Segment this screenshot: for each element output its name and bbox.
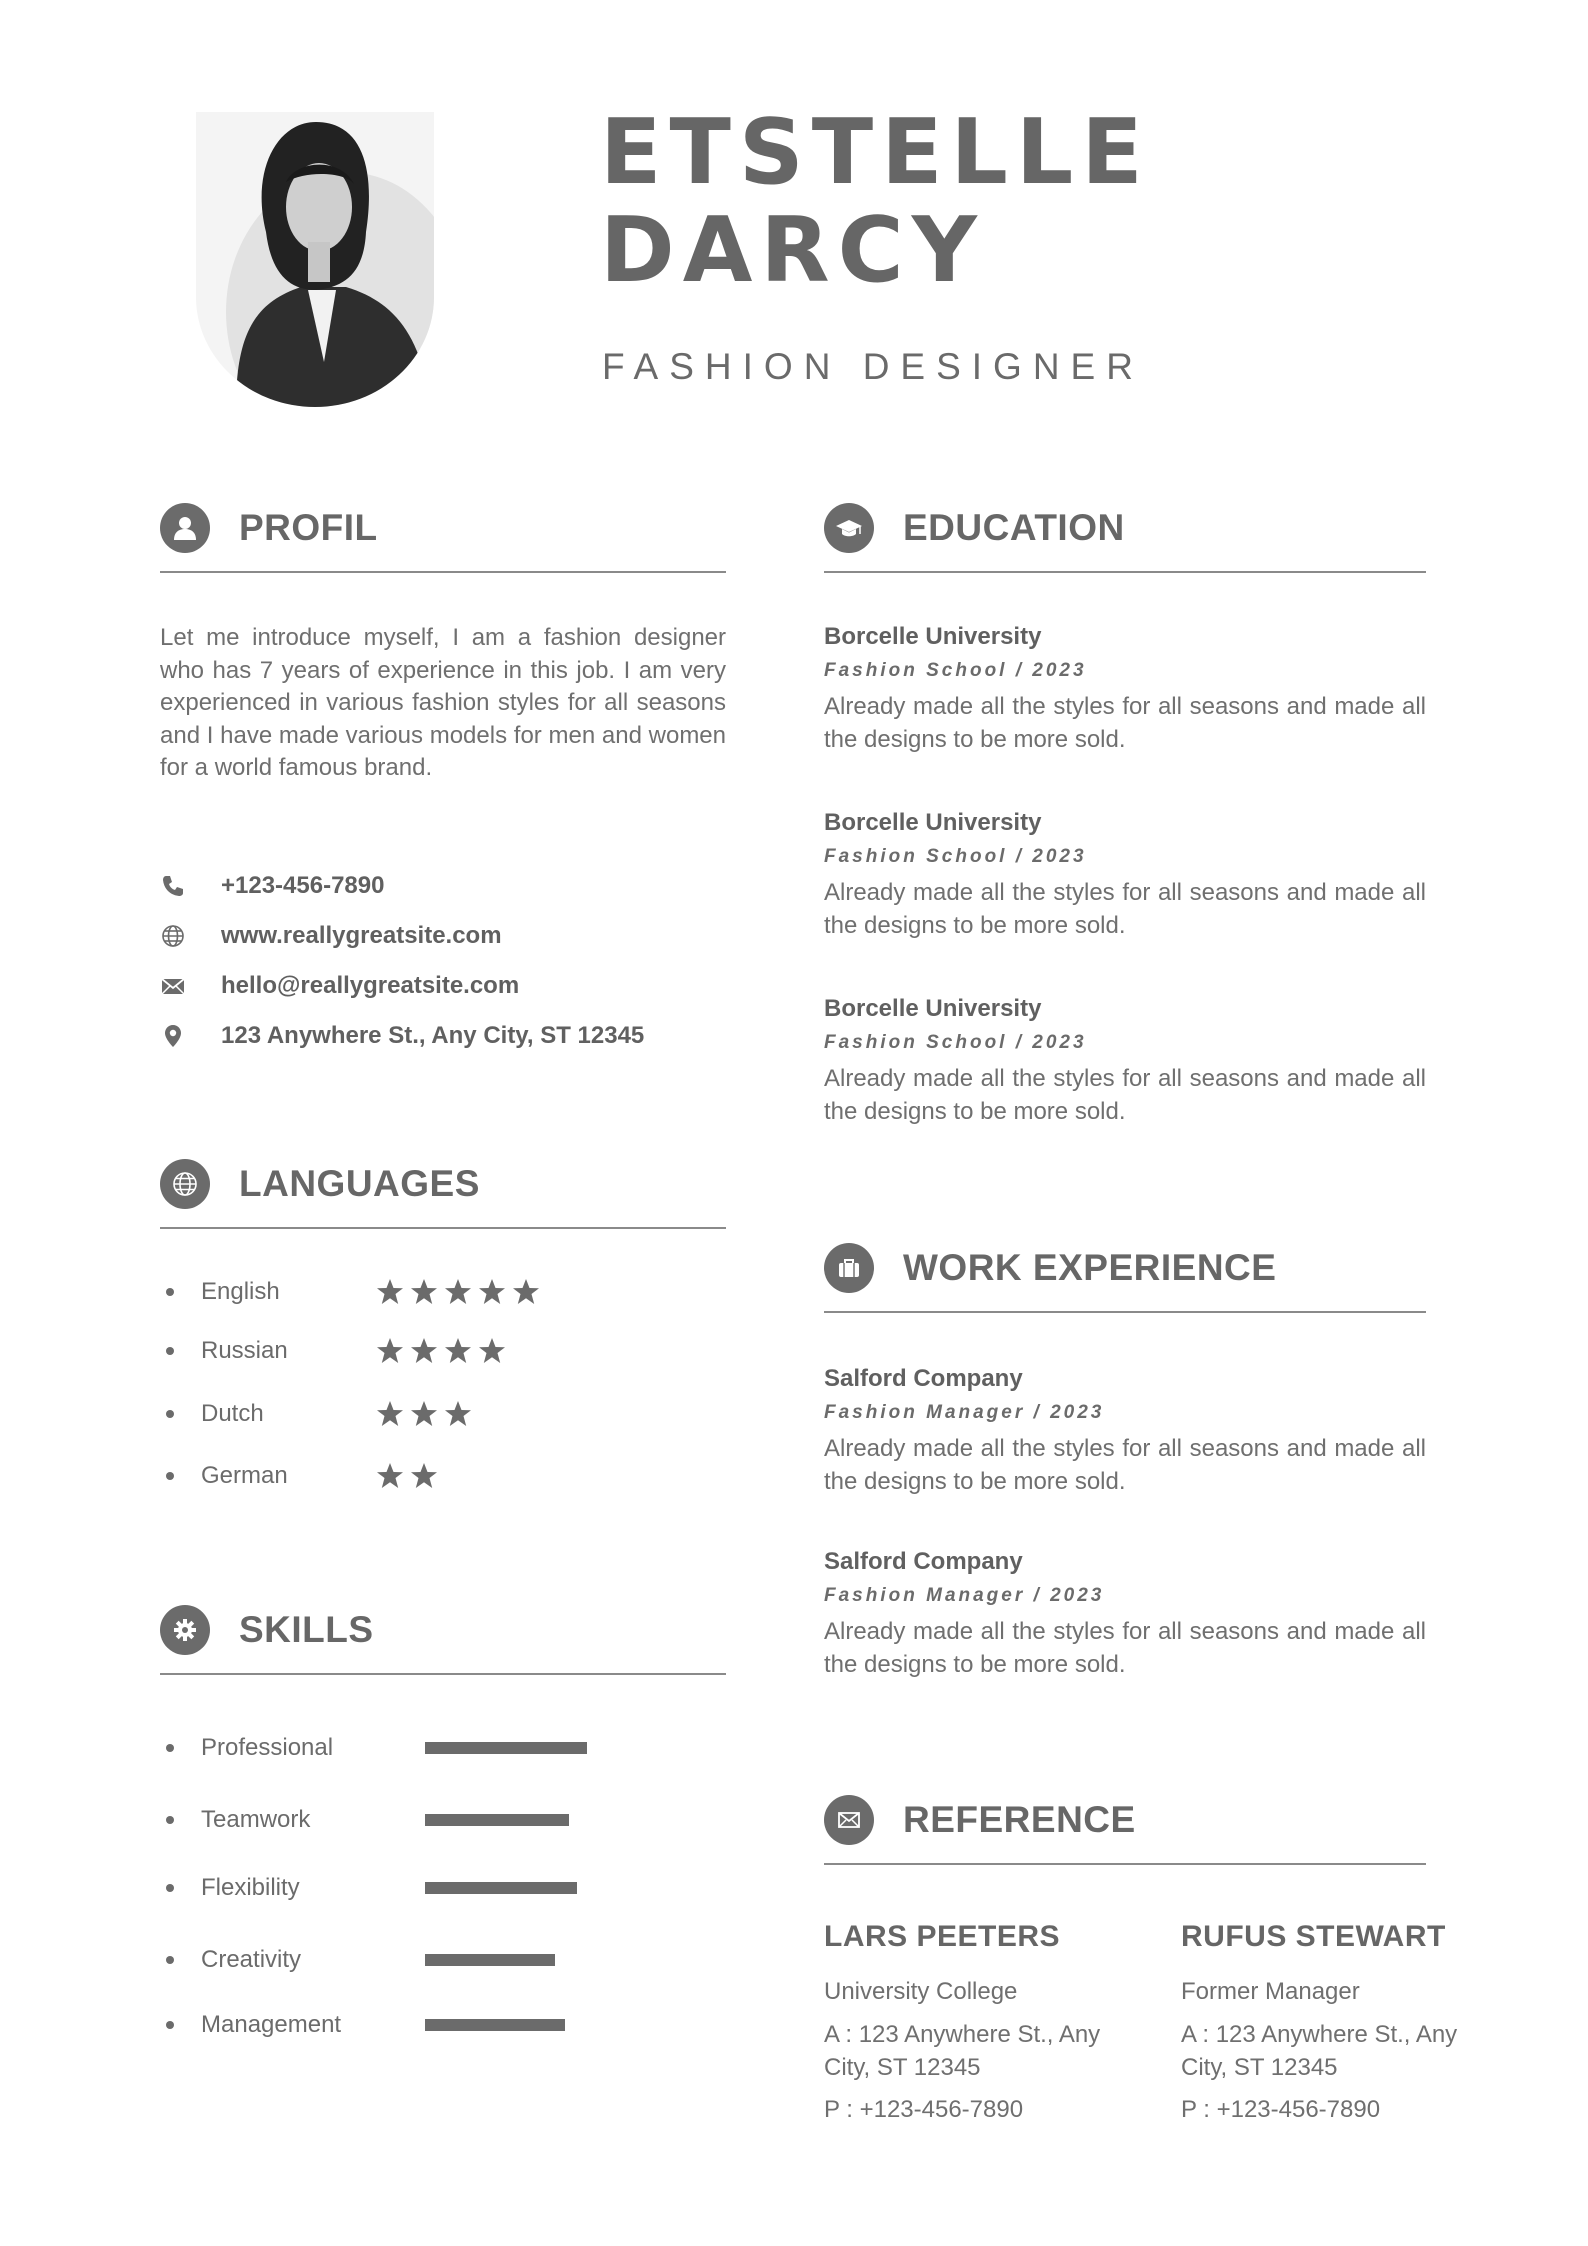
briefcase-icon [824,1243,874,1293]
education-detail: Fashion School / 2023 [824,846,1087,867]
language-rating [375,1399,477,1429]
education-desc: Already made all the styles for all seasons and made all the designs to be more sold. [824,693,1426,753]
languages-title: LANGUAGES [239,1163,480,1204]
reference-phone: P : +123-456-7890 [1181,2096,1381,2123]
star-icon [477,1336,507,1366]
language-name: Russian [201,1337,288,1364]
reference-item [824,1920,1144,2124]
education-item [824,994,1426,1128]
education-desc: Already made all the styles for all seasons and made all the designs to be more sold. [824,1065,1426,1125]
contact-address [160,1018,644,1054]
skill-name: Management [201,2011,342,2038]
education-desc: Already made all the styles for all seasons and made all the designs to be more sold. [824,879,1426,939]
address-text: 123 Anywhere St., Any City, ST 12345 [221,1022,645,1049]
reference-org: University College [824,1978,1018,2005]
profile-section-header [160,503,726,573]
language-rating [375,1461,443,1491]
work-item [824,1364,1426,1498]
bullet [166,1347,174,1355]
language-name: German [201,1462,288,1489]
phone-text: +123-456-7890 [221,872,385,899]
bullet [166,1410,174,1418]
star-icon [375,1461,405,1491]
skill-level-bar [425,2019,565,2031]
skill-level-track [425,1742,625,1754]
website-link[interactable]: www.reallygreatsite.com [221,922,502,949]
education-title: EDUCATION [903,507,1125,548]
language-item [166,1396,477,1432]
profile-text: Let me introduce myself, I am a fashion designer who has 7 years of experience in this job. I am very experienced in various fashion styles for all seasons and I have made various models for men and women for a world famous brand. [160,624,726,781]
education-school: Borcelle University [824,809,1042,836]
envelope-icon [824,1795,874,1845]
bullet [166,1472,174,1480]
work-item [824,1547,1426,1681]
languages-section-header [160,1159,726,1229]
skill-name: Flexibility [201,1874,300,1901]
star-icon [375,1277,405,1307]
star-icon [443,1399,473,1429]
education-item [824,808,1426,942]
bullet [166,1744,174,1752]
work-company: Salford Company [824,1548,1023,1575]
skill-level-track [425,1954,625,1966]
contact-phone [160,868,384,904]
language-rating [375,1277,545,1307]
bullet [166,2021,174,2029]
globe-icon [160,923,186,949]
bullet [166,1884,174,1892]
skill-name: Creativity [201,1946,302,1973]
bullet [166,1956,174,1964]
work-company: Salford Company [824,1365,1023,1392]
contact-email [160,968,519,1004]
email-link[interactable]: hello@reallygreatsite.com [221,972,520,999]
job-title: FASHION DESIGNER [602,346,1144,387]
language-name: English [201,1278,280,1305]
skill-level-track [425,2019,625,2031]
star-icon [443,1336,473,1366]
skill-item [166,1942,625,1978]
skill-level-bar [425,1882,577,1894]
star-icon [511,1277,541,1307]
education-detail: Fashion School / 2023 [824,660,1087,681]
phone-icon [160,873,186,899]
last-name: DARCY [600,198,985,303]
first-name: ETSTELLE [600,100,1151,205]
skill-level-bar [425,1742,587,1754]
language-name: Dutch [201,1400,264,1427]
star-icon [409,1399,439,1429]
bullet [166,1816,174,1824]
skill-item [166,1870,625,1906]
star-icon [409,1277,439,1307]
profile-photo [196,112,434,407]
language-item [166,1274,545,1310]
candidate-name [600,100,1151,303]
skill-name: Professional [201,1734,334,1761]
work-desc: Already made all the styles for all seasons and made all the designs to be more sold. [824,1618,1426,1678]
skill-level-track [425,1814,625,1826]
star-icon [443,1277,473,1307]
language-item [166,1333,511,1369]
reference-name: LARS PEETERS [824,1920,1061,1953]
star-icon [409,1336,439,1366]
work-title: WORK EXPERIENCE [903,1247,1277,1288]
profile-title: PROFIL [239,507,378,548]
work-section-header [824,1243,1426,1313]
star-icon [375,1399,405,1429]
globe-icon [160,1159,210,1209]
contact-website [160,918,502,954]
language-item [166,1458,443,1494]
user-icon [160,503,210,553]
star-icon [477,1277,507,1307]
work-detail: Fashion Manager / 2023 [824,1402,1105,1423]
reference-org: Former Manager [1181,1978,1360,2005]
gear-icon [160,1605,210,1655]
education-school: Borcelle University [824,995,1042,1022]
education-item [824,622,1426,756]
location-pin-icon [160,1023,186,1049]
reference-address: A : 123 Anywhere St., Any City, ST 12345 [1181,2021,1458,2081]
reference-section-header [824,1795,1426,1865]
star-icon [409,1461,439,1491]
skill-name: Teamwork [201,1806,311,1833]
skill-level-track [425,1882,625,1894]
envelope-icon [160,973,186,999]
language-rating [375,1336,511,1366]
skills-section-header [160,1605,726,1675]
skill-item [166,2007,625,2043]
reference-address: A : 123 Anywhere St., Any City, ST 12345 [824,2021,1101,2081]
work-desc: Already made all the styles for all seasons and made all the designs to be more sold. [824,1435,1426,1495]
education-school: Borcelle University [824,623,1042,650]
reference-title: REFERENCE [903,1799,1136,1840]
reference-name: RUFUS STEWART [1181,1920,1446,1953]
reference-item [1181,1920,1501,2124]
skill-item [166,1730,625,1766]
education-section-header [824,503,1426,573]
skills-title: SKILLS [239,1609,374,1650]
skill-level-bar [425,1814,569,1826]
skill-item [166,1802,625,1838]
graduation-cap-icon [824,503,874,553]
star-icon [375,1336,405,1366]
skill-level-bar [425,1954,555,1966]
education-detail: Fashion School / 2023 [824,1032,1087,1053]
reference-phone: P : +123-456-7890 [824,2096,1024,2123]
bullet [166,1288,174,1296]
work-detail: Fashion Manager / 2023 [824,1585,1105,1606]
